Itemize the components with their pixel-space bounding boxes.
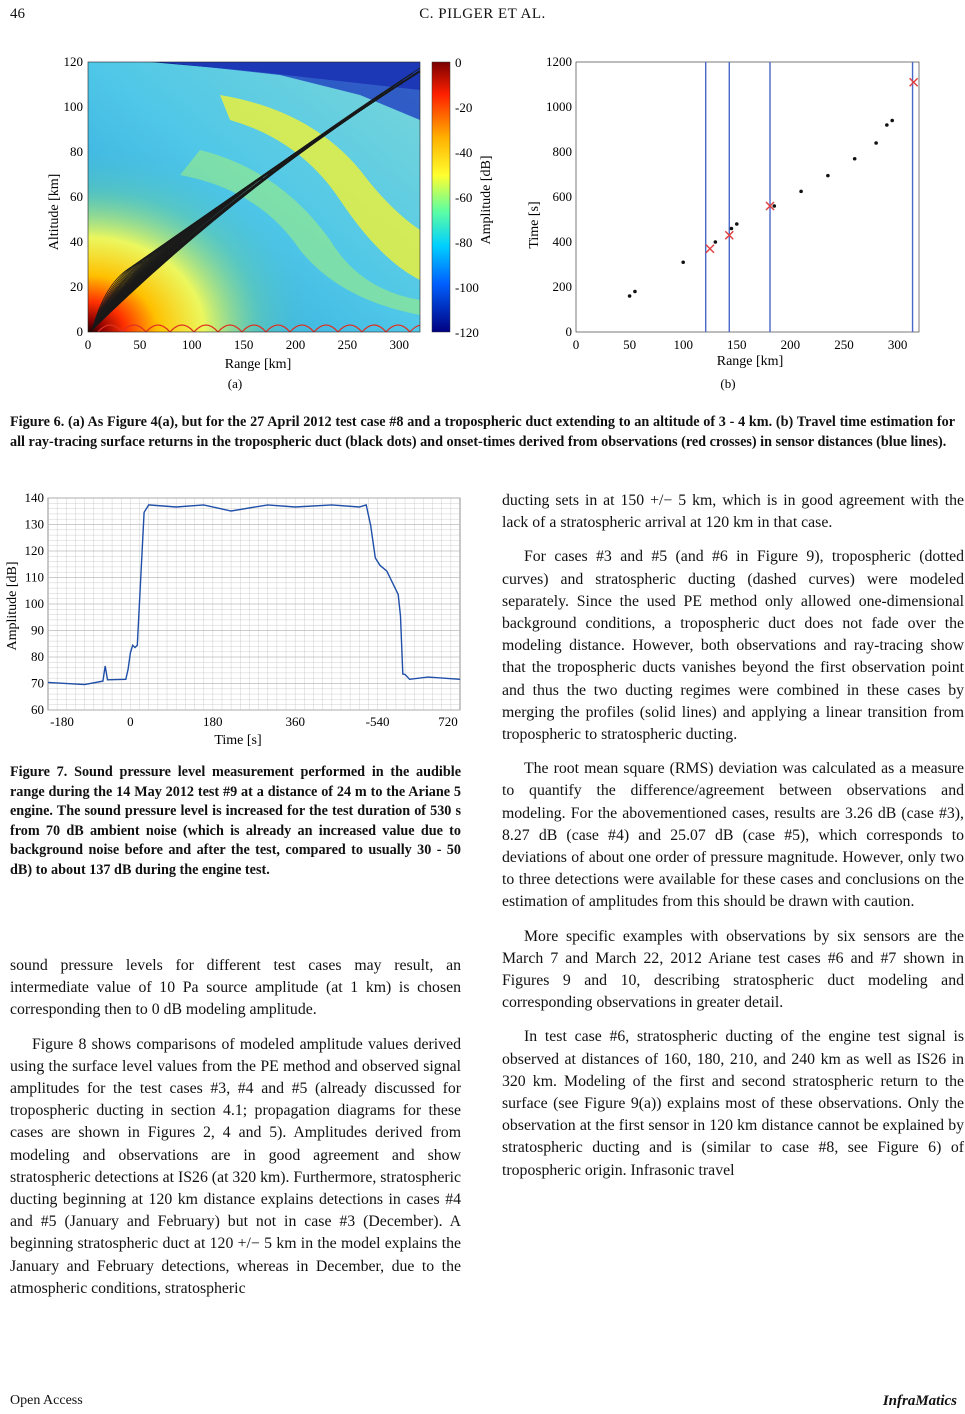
ray-tracing-point xyxy=(735,222,739,226)
colorbar-label: Amplitude [dB] xyxy=(479,155,494,245)
y-tick-label: 100 xyxy=(24,596,44,611)
colorbar-tick-label: -80 xyxy=(455,235,473,250)
ray-tracing-point xyxy=(799,190,803,194)
paragraph: Figure 8 shows comparisons of modeled amplitude values derived using the surface level values from the PE method and observed signal amplitudes for the test cases #3, #4 and #5 (already discussed for tropospheric ducting in section 4.1; propagation diagrams for these cases are shown in Figures 2, 4 and 5). Amplitudes derived from modeling and observations are in good agreement and show stratospheric detections at IS26 (at 320 km). Furthermore, stratospheric ducting beginning at 120 km distance explains detections in cases #4 and #5 (January and February) but not in case #3 (December). A beginning stratospheric duct at 120 +/− 5 km in the model explains the January and February detections, whereas in December, due to the atmospheric conditions, stratospheric xyxy=(10,1035,461,1297)
paragraph: The root mean square (RMS) deviation was calculated as a measure to quantify the difference/agreement between observations and modeling. For the abovementioned cases, results are 3.26 dB (case #3), 8.27 dB (case #4) and 25.07 dB (case #5), which corresponds to deviations of about one order of pressure magnitude. However, only two to three detections were available for these cases and conclusions on the estimation of amplitudes from this should be drawn with caution. xyxy=(502,760,964,911)
fig7-ylabel: Amplitude [dB] xyxy=(5,561,20,651)
y-tick-label: 40 xyxy=(70,234,83,249)
y-tick-label: 130 xyxy=(24,516,44,532)
colorbar xyxy=(432,62,450,332)
y-tick-label: 80 xyxy=(70,144,83,159)
x-tick-label: 100 xyxy=(673,337,693,352)
x-tick-label: 0 xyxy=(572,337,580,352)
ray-tracing-point xyxy=(681,260,685,264)
y-tick-label: 120 xyxy=(63,54,83,69)
ray-tracing-point xyxy=(826,174,830,178)
colorbar-tick-label: -20 xyxy=(455,100,473,115)
heatmap-field xyxy=(88,62,435,332)
paragraph: For cases #3 and #5 (and #6 in Figure 9), tropospheric (dotted curves) and stratospheric ducting (dashed curves) were modeled separately. Since the used PE method only allowed one-dimensional background conditions, a tropospheric duct does not fade over the modeling distance. However, both observations and ray-tracing show that the tropospheric ducts vanishes beyond the first observation point and thus the two ducting regimes were combined in these cases by merging the profiles (solid lines) and applying a linear transition from tropospheric to stratospheric ducting. xyxy=(502,548,964,744)
running-title: C. PILGER ET AL. xyxy=(419,6,546,22)
colorbar-tick-label: -60 xyxy=(455,190,473,205)
ray-tracing-point xyxy=(628,294,632,298)
ray-tracing-point xyxy=(633,290,637,294)
x-tick-label: 200 xyxy=(780,337,801,352)
x-tick-label: 250 xyxy=(834,337,854,352)
y-tick-label: 60 xyxy=(31,702,44,717)
x-tick-label: 0 xyxy=(84,337,92,352)
fig6a-ylabel: Altitude [km] xyxy=(47,173,62,251)
y-tick-label: 0 xyxy=(76,324,83,339)
fig6a-xlabel: Range [km] xyxy=(224,357,292,372)
ray-tracing-point xyxy=(730,227,734,231)
y-tick-label: 1200 xyxy=(546,54,572,69)
y-tick-label: 200 xyxy=(552,279,572,294)
page-number: 46 xyxy=(10,6,25,22)
fig7-xlabel: Time [s] xyxy=(214,733,262,748)
x-tick-label: 250 xyxy=(337,337,358,352)
x-tick-label: -180 xyxy=(50,714,74,729)
y-tick-label: 800 xyxy=(552,144,572,159)
y-tick-label: 80 xyxy=(31,649,44,664)
figure-7-caption: Figure 7. Sound pressure level measurement performed in the audible range during the 14 May 2012 test #9 at a distance of 24 m to the Ariane 5 engine. The sound pressure level is increased for the test duration of 530 s from 70 dB ambient noise (which is already an increased value due to background noise before and after the test, compared to usually 30 - 50 dB) to about 137 dB during the engine test. xyxy=(10,764,461,878)
fig6b-panel-label: (b) xyxy=(720,376,736,391)
figure-7 xyxy=(0,488,470,750)
y-tick-label: 110 xyxy=(24,569,44,585)
ray-tracing-point xyxy=(874,141,878,145)
fig6a-panel-label: (a) xyxy=(227,376,243,391)
x-tick-label: 180 xyxy=(203,714,223,729)
figure-6-caption: Figure 6. (a) As Figure 4(a), but for the 27 April 2012 test case #8 and a tropospheric duct extending to an altitude of 3 - 4 km. (b) Travel time estimation for all ray-tracing surface returns in the tropospheric duct (black dots) and onset-times derived from observations (red crosses) in sensor distances (blue lines). xyxy=(10,414,955,450)
x-tick-label: 100 xyxy=(182,337,202,352)
footer-access: Open Access xyxy=(10,1393,83,1408)
x-tick-label: 200 xyxy=(285,337,306,352)
y-tick-label: 0 xyxy=(565,324,572,339)
colorbar-tick-label: -40 xyxy=(455,145,473,160)
x-tick-label: 360 xyxy=(285,714,305,729)
fig6b-ylabel: Time [s] xyxy=(527,201,542,249)
x-tick-label: 300 xyxy=(887,337,908,352)
grid xyxy=(48,498,460,710)
y-tick-label: 120 xyxy=(24,543,44,558)
y-tick-label: 60 xyxy=(70,189,83,204)
colorbar-tick-label: 0 xyxy=(455,55,462,70)
x-tick-label: 0 xyxy=(127,714,134,729)
paragraph: In test case #6, stratospheric ducting of the engine test signal is observed at distances of 160, 180, 210, and 240 km as well as IS26 in 320 km. Modeling of the first and second stratospheric return to the surface (see Figure 9(a)) explains most of these observations. Only the observation at the first sensor in 120 km distance cannot be explained by stratospheric ducting and is (similar to case #8, see Figure 6) of tropospheric origin. Infrasonic travel xyxy=(502,1028,964,1179)
paragraph: ducting sets in at 150 +/− 5 km, which is in good agreement with the lack of a stratospheric arrival at 120 km in that case. xyxy=(502,492,964,532)
x-tick-label: 720 xyxy=(438,714,458,729)
figure-6 xyxy=(0,0,965,400)
y-tick-label: 1000 xyxy=(546,99,572,114)
fig6b-xlabel: Range [km] xyxy=(716,354,784,369)
left-column xyxy=(10,955,461,1312)
y-tick-label: 140 xyxy=(24,490,44,505)
footer-journal: InfraMatics xyxy=(882,1393,957,1409)
colorbar-tick-label: -120 xyxy=(455,325,479,340)
y-tick-label: 20 xyxy=(70,279,83,294)
right-column xyxy=(502,490,964,1194)
ray-tracing-point xyxy=(772,204,776,208)
x-tick-label: -540 xyxy=(365,714,390,729)
paragraph: sound pressure levels for different test cases may result, an intermediate value of 10 Pa source amplitude (at 1 km) is chosen corresponding then to 0 dB modeling amplitude. xyxy=(10,957,461,1019)
y-tick-label: 90 xyxy=(31,622,44,638)
paragraph: More specific examples with observations by six sensors are the March 7 and March 22, 2012 Ariane test cases #6 and #7 shown in Figures 9 and 10, describing stratospheric duct modeling and corresponding observations in greater detail. xyxy=(502,927,964,1012)
ray-tracing-point xyxy=(890,119,894,123)
y-tick-label: 100 xyxy=(63,99,83,114)
y-tick-label: 70 xyxy=(31,675,44,691)
x-tick-label: 150 xyxy=(233,337,254,352)
ray-tracing-point xyxy=(853,157,857,161)
figure-6a-panel xyxy=(47,54,494,391)
x-tick-label: 50 xyxy=(623,337,637,352)
ray-tracing-point xyxy=(714,240,718,244)
y-tick-label: 600 xyxy=(552,189,572,204)
x-tick-label: 150 xyxy=(727,337,747,352)
y-tick-label: 400 xyxy=(552,234,572,249)
ray-tracing-point xyxy=(885,123,889,127)
colorbar-tick-label: -100 xyxy=(455,280,479,295)
figure-6b-panel xyxy=(527,54,919,391)
x-tick-label: 300 xyxy=(389,337,409,352)
x-tick-label: 50 xyxy=(133,337,147,352)
